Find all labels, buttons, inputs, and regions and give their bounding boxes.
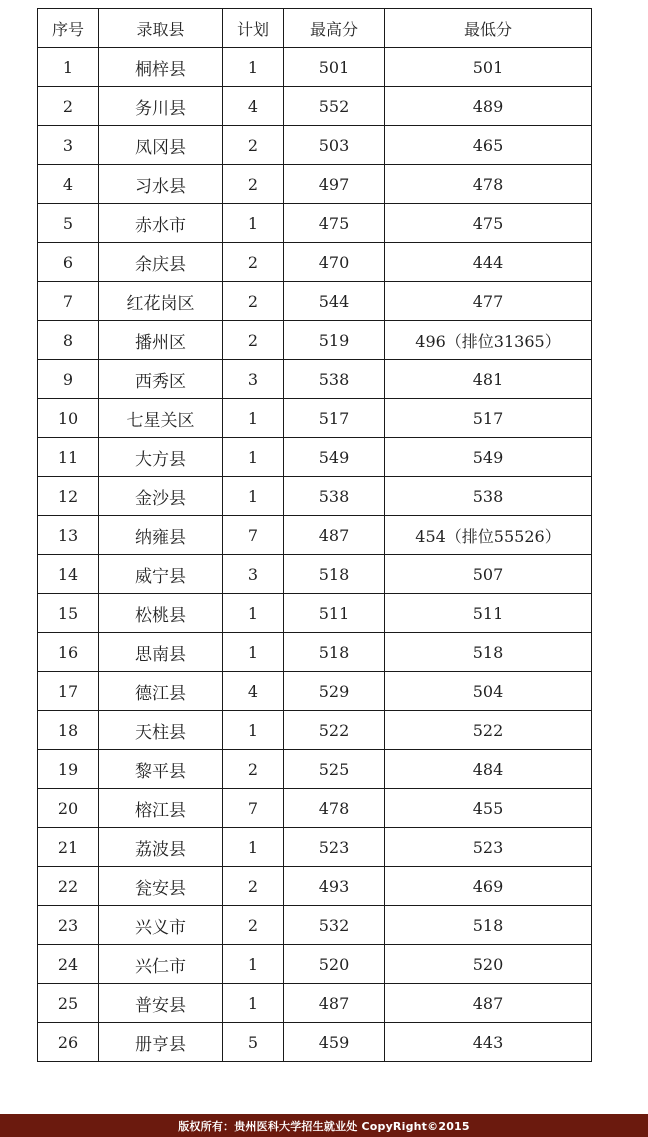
cell-min-score: 518 bbox=[385, 906, 592, 945]
cell-min-score: 469 bbox=[385, 867, 592, 906]
table-row bbox=[38, 828, 592, 867]
cell-county: 习水县 bbox=[99, 165, 223, 204]
cell-min-score: 455 bbox=[385, 789, 592, 828]
table-row bbox=[38, 48, 592, 87]
cell-county: 赤水市 bbox=[99, 204, 223, 243]
cell-serial-number: 21 bbox=[38, 828, 99, 867]
cell-plan: 1 bbox=[223, 945, 284, 984]
cell-max-score: 523 bbox=[284, 828, 385, 867]
cell-max-score: 538 bbox=[284, 360, 385, 399]
cell-plan: 2 bbox=[223, 282, 284, 321]
cell-plan: 1 bbox=[223, 828, 284, 867]
cell-plan: 1 bbox=[223, 711, 284, 750]
footer-bar bbox=[0, 1114, 648, 1137]
cell-county: 松桃县 bbox=[99, 594, 223, 633]
cell-county: 余庆县 bbox=[99, 243, 223, 282]
cell-min-score: 475 bbox=[385, 204, 592, 243]
cell-plan: 4 bbox=[223, 87, 284, 126]
cell-county: 兴仁市 bbox=[99, 945, 223, 984]
table-row bbox=[38, 243, 592, 282]
cell-plan: 5 bbox=[223, 1023, 284, 1062]
cell-serial-number: 1 bbox=[38, 48, 99, 87]
cell-serial-number: 20 bbox=[38, 789, 99, 828]
cell-max-score: 503 bbox=[284, 126, 385, 165]
cell-min-score: 489 bbox=[385, 87, 592, 126]
table-row bbox=[38, 555, 592, 594]
cell-max-score: 487 bbox=[284, 516, 385, 555]
cell-serial-number: 5 bbox=[38, 204, 99, 243]
cell-serial-number: 9 bbox=[38, 360, 99, 399]
cell-min-score: 478 bbox=[385, 165, 592, 204]
cell-county: 普安县 bbox=[99, 984, 223, 1023]
cell-min-score: 444 bbox=[385, 243, 592, 282]
table-row bbox=[38, 282, 592, 321]
table-row bbox=[38, 516, 592, 555]
cell-serial-number: 24 bbox=[38, 945, 99, 984]
table-header bbox=[38, 9, 592, 48]
cell-serial-number: 11 bbox=[38, 438, 99, 477]
cell-county: 德江县 bbox=[99, 672, 223, 711]
table-row bbox=[38, 867, 592, 906]
cell-max-score: 552 bbox=[284, 87, 385, 126]
cell-max-score: 497 bbox=[284, 165, 385, 204]
cell-county: 红花岗区 bbox=[99, 282, 223, 321]
table-row bbox=[38, 750, 592, 789]
cell-serial-number: 16 bbox=[38, 633, 99, 672]
header-min-score: 最低分 bbox=[385, 9, 592, 48]
cell-plan: 1 bbox=[223, 984, 284, 1023]
cell-min-score: 501 bbox=[385, 48, 592, 87]
table-row bbox=[38, 906, 592, 945]
table-row bbox=[38, 1023, 592, 1062]
cell-county: 播州区 bbox=[99, 321, 223, 360]
cell-plan: 2 bbox=[223, 126, 284, 165]
cell-plan: 1 bbox=[223, 477, 284, 516]
cell-min-score: 504 bbox=[385, 672, 592, 711]
cell-serial-number: 25 bbox=[38, 984, 99, 1023]
admission-score-table bbox=[37, 8, 592, 1062]
header-row bbox=[38, 9, 592, 48]
cell-max-score: 520 bbox=[284, 945, 385, 984]
cell-plan: 2 bbox=[223, 243, 284, 282]
cell-max-score: 532 bbox=[284, 906, 385, 945]
cell-serial-number: 2 bbox=[38, 87, 99, 126]
cell-county: 思南县 bbox=[99, 633, 223, 672]
cell-min-score: 484 bbox=[385, 750, 592, 789]
cell-serial-number: 10 bbox=[38, 399, 99, 438]
cell-county: 纳雍县 bbox=[99, 516, 223, 555]
cell-county: 榕江县 bbox=[99, 789, 223, 828]
cell-plan: 1 bbox=[223, 48, 284, 87]
cell-max-score: 493 bbox=[284, 867, 385, 906]
table-row bbox=[38, 126, 592, 165]
cell-serial-number: 17 bbox=[38, 672, 99, 711]
cell-serial-number: 6 bbox=[38, 243, 99, 282]
table-row bbox=[38, 438, 592, 477]
cell-county: 威宁县 bbox=[99, 555, 223, 594]
cell-county: 桐梓县 bbox=[99, 48, 223, 87]
cell-county: 黎平县 bbox=[99, 750, 223, 789]
cell-max-score: 487 bbox=[284, 984, 385, 1023]
cell-max-score: 518 bbox=[284, 633, 385, 672]
cell-min-score: 523 bbox=[385, 828, 592, 867]
cell-max-score: 501 bbox=[284, 48, 385, 87]
table-row bbox=[38, 321, 592, 360]
cell-min-score: 522 bbox=[385, 711, 592, 750]
cell-plan: 2 bbox=[223, 750, 284, 789]
header-county: 录取县 bbox=[99, 9, 223, 48]
cell-serial-number: 23 bbox=[38, 906, 99, 945]
cell-county: 金沙县 bbox=[99, 477, 223, 516]
footer-copyright: 版权所有：贵州医科大学招生就业处 CopyRight©2015 bbox=[178, 1119, 470, 1133]
cell-plan: 3 bbox=[223, 360, 284, 399]
cell-county: 荔波县 bbox=[99, 828, 223, 867]
cell-county: 大方县 bbox=[99, 438, 223, 477]
cell-county: 天柱县 bbox=[99, 711, 223, 750]
table-row bbox=[38, 945, 592, 984]
cell-min-score: 487 bbox=[385, 984, 592, 1023]
table-row bbox=[38, 165, 592, 204]
cell-county: 兴义市 bbox=[99, 906, 223, 945]
cell-max-score: 544 bbox=[284, 282, 385, 321]
admission-score-table-container bbox=[37, 8, 591, 1062]
cell-min-score: 517 bbox=[385, 399, 592, 438]
header-plan: 计划 bbox=[223, 9, 284, 48]
cell-serial-number: 13 bbox=[38, 516, 99, 555]
cell-min-score: 496（排位31365） bbox=[385, 321, 592, 360]
cell-min-score: 443 bbox=[385, 1023, 592, 1062]
cell-max-score: 470 bbox=[284, 243, 385, 282]
cell-max-score: 525 bbox=[284, 750, 385, 789]
cell-min-score: 481 bbox=[385, 360, 592, 399]
table-row bbox=[38, 984, 592, 1023]
table-row bbox=[38, 399, 592, 438]
cell-max-score: 511 bbox=[284, 594, 385, 633]
cell-min-score: 520 bbox=[385, 945, 592, 984]
cell-plan: 7 bbox=[223, 789, 284, 828]
cell-serial-number: 14 bbox=[38, 555, 99, 594]
cell-plan: 2 bbox=[223, 321, 284, 360]
cell-min-score: 454（排位55526） bbox=[385, 516, 592, 555]
cell-max-score: 475 bbox=[284, 204, 385, 243]
table-row bbox=[38, 87, 592, 126]
cell-plan: 2 bbox=[223, 165, 284, 204]
cell-plan: 4 bbox=[223, 672, 284, 711]
cell-serial-number: 22 bbox=[38, 867, 99, 906]
cell-max-score: 519 bbox=[284, 321, 385, 360]
cell-plan: 2 bbox=[223, 906, 284, 945]
cell-plan: 1 bbox=[223, 399, 284, 438]
cell-county: 凤冈县 bbox=[99, 126, 223, 165]
cell-max-score: 529 bbox=[284, 672, 385, 711]
cell-plan: 3 bbox=[223, 555, 284, 594]
cell-max-score: 538 bbox=[284, 477, 385, 516]
cell-plan: 1 bbox=[223, 204, 284, 243]
cell-serial-number: 26 bbox=[38, 1023, 99, 1062]
cell-serial-number: 19 bbox=[38, 750, 99, 789]
cell-max-score: 478 bbox=[284, 789, 385, 828]
table-row bbox=[38, 594, 592, 633]
table-row bbox=[38, 633, 592, 672]
cell-plan: 1 bbox=[223, 594, 284, 633]
table-row bbox=[38, 672, 592, 711]
cell-serial-number: 12 bbox=[38, 477, 99, 516]
cell-min-score: 511 bbox=[385, 594, 592, 633]
cell-min-score: 518 bbox=[385, 633, 592, 672]
cell-serial-number: 18 bbox=[38, 711, 99, 750]
cell-max-score: 517 bbox=[284, 399, 385, 438]
cell-serial-number: 3 bbox=[38, 126, 99, 165]
cell-min-score: 507 bbox=[385, 555, 592, 594]
cell-county: 册亨县 bbox=[99, 1023, 223, 1062]
cell-county: 西秀区 bbox=[99, 360, 223, 399]
cell-serial-number: 4 bbox=[38, 165, 99, 204]
cell-min-score: 538 bbox=[385, 477, 592, 516]
cell-max-score: 459 bbox=[284, 1023, 385, 1062]
cell-min-score: 549 bbox=[385, 438, 592, 477]
cell-county: 瓮安县 bbox=[99, 867, 223, 906]
header-max-score: 最高分 bbox=[284, 9, 385, 48]
cell-serial-number: 15 bbox=[38, 594, 99, 633]
table-row bbox=[38, 204, 592, 243]
cell-min-score: 477 bbox=[385, 282, 592, 321]
cell-plan: 1 bbox=[223, 633, 284, 672]
table-body bbox=[38, 48, 592, 1062]
table-row bbox=[38, 477, 592, 516]
cell-serial-number: 8 bbox=[38, 321, 99, 360]
table-row bbox=[38, 789, 592, 828]
cell-min-score: 465 bbox=[385, 126, 592, 165]
cell-county: 务川县 bbox=[99, 87, 223, 126]
cell-max-score: 518 bbox=[284, 555, 385, 594]
cell-max-score: 549 bbox=[284, 438, 385, 477]
cell-plan: 1 bbox=[223, 438, 284, 477]
cell-plan: 2 bbox=[223, 867, 284, 906]
cell-serial-number: 7 bbox=[38, 282, 99, 321]
table-row bbox=[38, 711, 592, 750]
cell-max-score: 522 bbox=[284, 711, 385, 750]
header-serial-number: 序号 bbox=[38, 9, 99, 48]
cell-county: 七星关区 bbox=[99, 399, 223, 438]
cell-plan: 7 bbox=[223, 516, 284, 555]
table-row bbox=[38, 360, 592, 399]
